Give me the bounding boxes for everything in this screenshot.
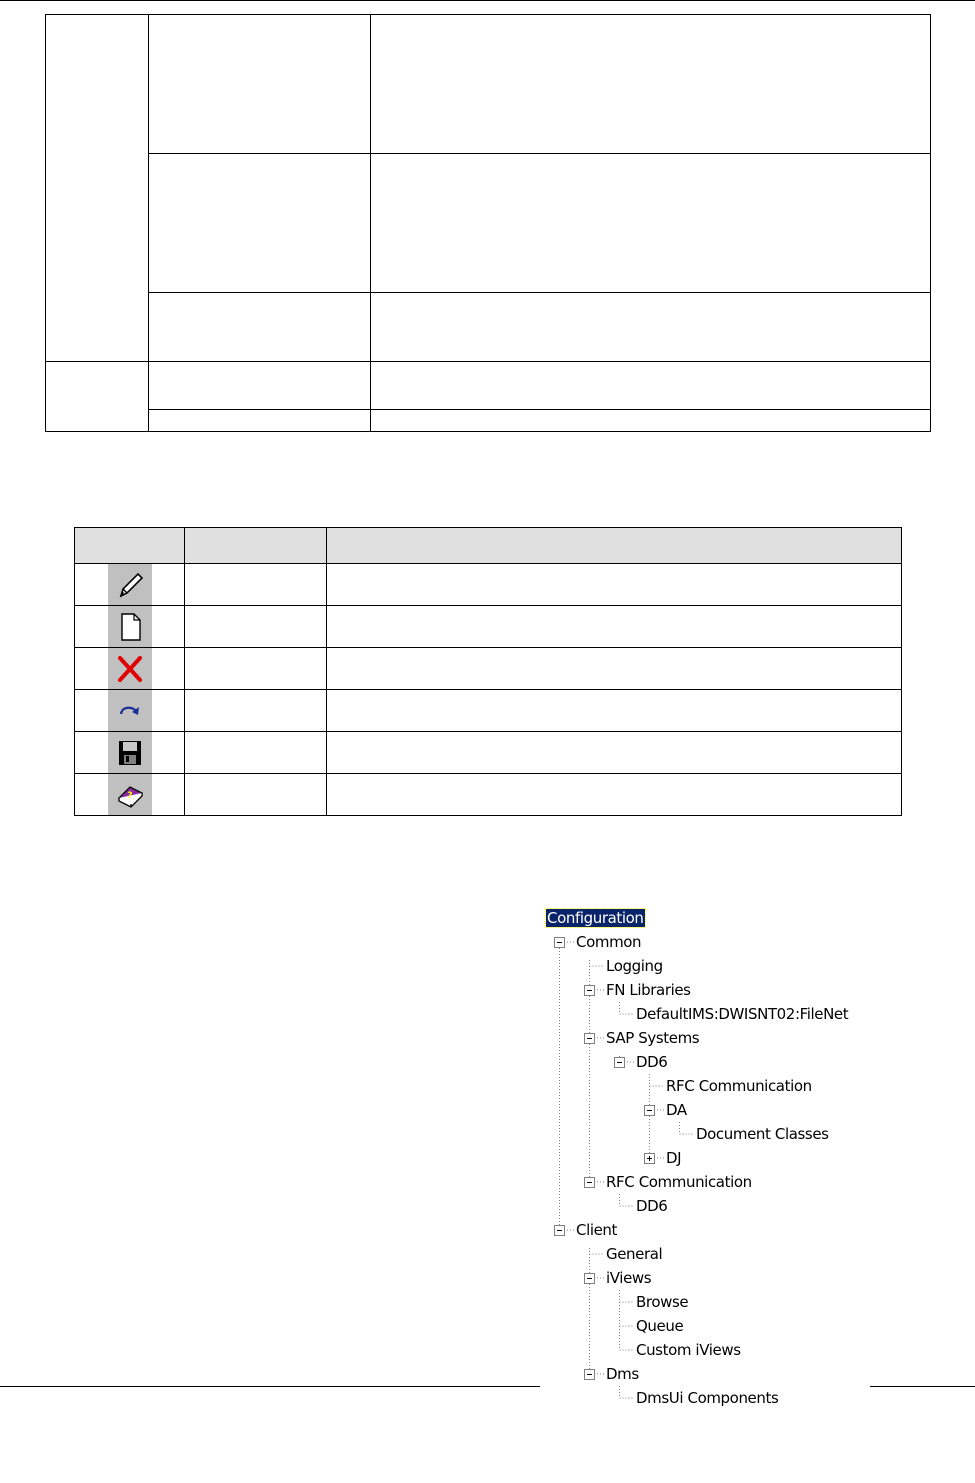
- table-row: [75, 774, 902, 816]
- table-row: [75, 648, 902, 690]
- table-cell: [185, 648, 327, 690]
- delete-icon[interactable]: [108, 648, 152, 689]
- icon-cell: [75, 690, 185, 732]
- table-cell: [327, 732, 902, 774]
- help-book-icon[interactable]: [108, 774, 152, 815]
- table-cell: [327, 774, 902, 816]
- column-header: [185, 528, 327, 564]
- footer-rule-right: [866, 1386, 975, 1387]
- table-row: [75, 732, 902, 774]
- group-cell: [46, 15, 149, 362]
- new-document-icon[interactable]: [108, 606, 152, 647]
- icon-cell: [75, 564, 185, 606]
- icon-cell: [75, 648, 185, 690]
- table-row: [46, 362, 931, 410]
- icon-cell: [75, 732, 185, 774]
- group-cell: [46, 362, 149, 432]
- tree-node-custom-iviews[interactable]: Custom iViews: [636, 1341, 741, 1359]
- tree-node-dmsui-components[interactable]: DmsUi Components: [636, 1389, 779, 1407]
- table-cell: [149, 154, 371, 293]
- table-cell: [149, 15, 371, 154]
- tree-node-rfc-communication-root[interactable]: RFC Communication: [606, 1173, 752, 1191]
- svg-text:?: ?: [126, 791, 133, 801]
- header-rule: [0, 0, 975, 1]
- tree-node-common[interactable]: Common: [576, 933, 642, 951]
- tree-node-dd6-rfc[interactable]: DD6: [636, 1197, 668, 1215]
- table-cell: [371, 15, 931, 154]
- collapse-toggle-icon[interactable]: [614, 1057, 625, 1068]
- tree-node-client[interactable]: Client: [576, 1221, 618, 1239]
- tree-node-dms[interactable]: Dms: [606, 1365, 639, 1383]
- configuration-tree: [540, 902, 870, 1422]
- tree-node-document-classes[interactable]: Document Classes: [696, 1125, 829, 1143]
- icon-cell: [75, 774, 185, 816]
- table-cell: [327, 564, 902, 606]
- tree-label: Configuration: [547, 909, 644, 927]
- tree-node-iviews[interactable]: iViews: [606, 1269, 652, 1287]
- collapse-toggle-icon[interactable]: [644, 1105, 655, 1116]
- table-row: [75, 606, 902, 648]
- undo-icon[interactable]: [108, 690, 152, 731]
- collapse-toggle-icon[interactable]: [584, 1273, 595, 1284]
- table-cell: [149, 410, 371, 432]
- table-cell: [327, 648, 902, 690]
- table-cell: [371, 410, 931, 432]
- tree-node-rfc-communication[interactable]: RFC Communication: [666, 1077, 812, 1095]
- column-header: [75, 528, 185, 564]
- table-row: [46, 410, 931, 432]
- table-cell: [185, 690, 327, 732]
- tree-node-queue[interactable]: Queue: [636, 1317, 684, 1335]
- tree-node-dd6[interactable]: DD6: [636, 1053, 668, 1071]
- icon-cell: [75, 606, 185, 648]
- tree-node-general[interactable]: General: [606, 1245, 663, 1263]
- table-cell: [327, 690, 902, 732]
- toolbar-icons-table: [74, 527, 902, 816]
- table-cell: [371, 293, 931, 362]
- tree-node-da[interactable]: DA: [666, 1101, 687, 1119]
- tree-node-configuration[interactable]: [546, 907, 645, 929]
- tree-node-browse[interactable]: Browse: [636, 1293, 689, 1311]
- table-cell: [327, 606, 902, 648]
- collapse-toggle-icon[interactable]: [584, 1177, 595, 1188]
- tree-node-sap-systems[interactable]: SAP Systems: [606, 1029, 700, 1047]
- table-row: [46, 154, 931, 293]
- tree-node-dj[interactable]: DJ: [666, 1149, 682, 1167]
- collapse-toggle-icon[interactable]: [554, 937, 565, 948]
- collapse-toggle-icon[interactable]: [554, 1225, 565, 1236]
- collapse-toggle-icon[interactable]: [584, 985, 595, 996]
- table-cell: [149, 293, 371, 362]
- table-cell: [185, 774, 327, 816]
- tree-node-logging[interactable]: Logging: [606, 957, 663, 975]
- table-cell: [149, 362, 371, 410]
- expand-toggle-icon[interactable]: [644, 1153, 655, 1164]
- column-header: [327, 528, 902, 564]
- footer-rule-left: [0, 1386, 545, 1387]
- table-cell: [371, 154, 931, 293]
- tree-node-default-ims[interactable]: DefaultIMS:DWISNT02:FileNet: [636, 1005, 849, 1023]
- parameters-table: [45, 14, 931, 432]
- table-row: [46, 15, 931, 154]
- collapse-toggle-icon[interactable]: [584, 1369, 595, 1380]
- table-cell: [185, 564, 327, 606]
- table-row: [75, 690, 902, 732]
- collapse-toggle-icon[interactable]: [584, 1033, 595, 1044]
- table-row: [46, 293, 931, 362]
- table-cell: [185, 732, 327, 774]
- save-icon[interactable]: [108, 732, 152, 773]
- table-cell: [185, 606, 327, 648]
- pencil-icon[interactable]: [108, 564, 152, 605]
- table-header-row: [75, 528, 902, 564]
- table-cell: [371, 362, 931, 410]
- table-row: [75, 564, 902, 606]
- tree-node-fn-libraries[interactable]: FN Libraries: [606, 981, 691, 999]
